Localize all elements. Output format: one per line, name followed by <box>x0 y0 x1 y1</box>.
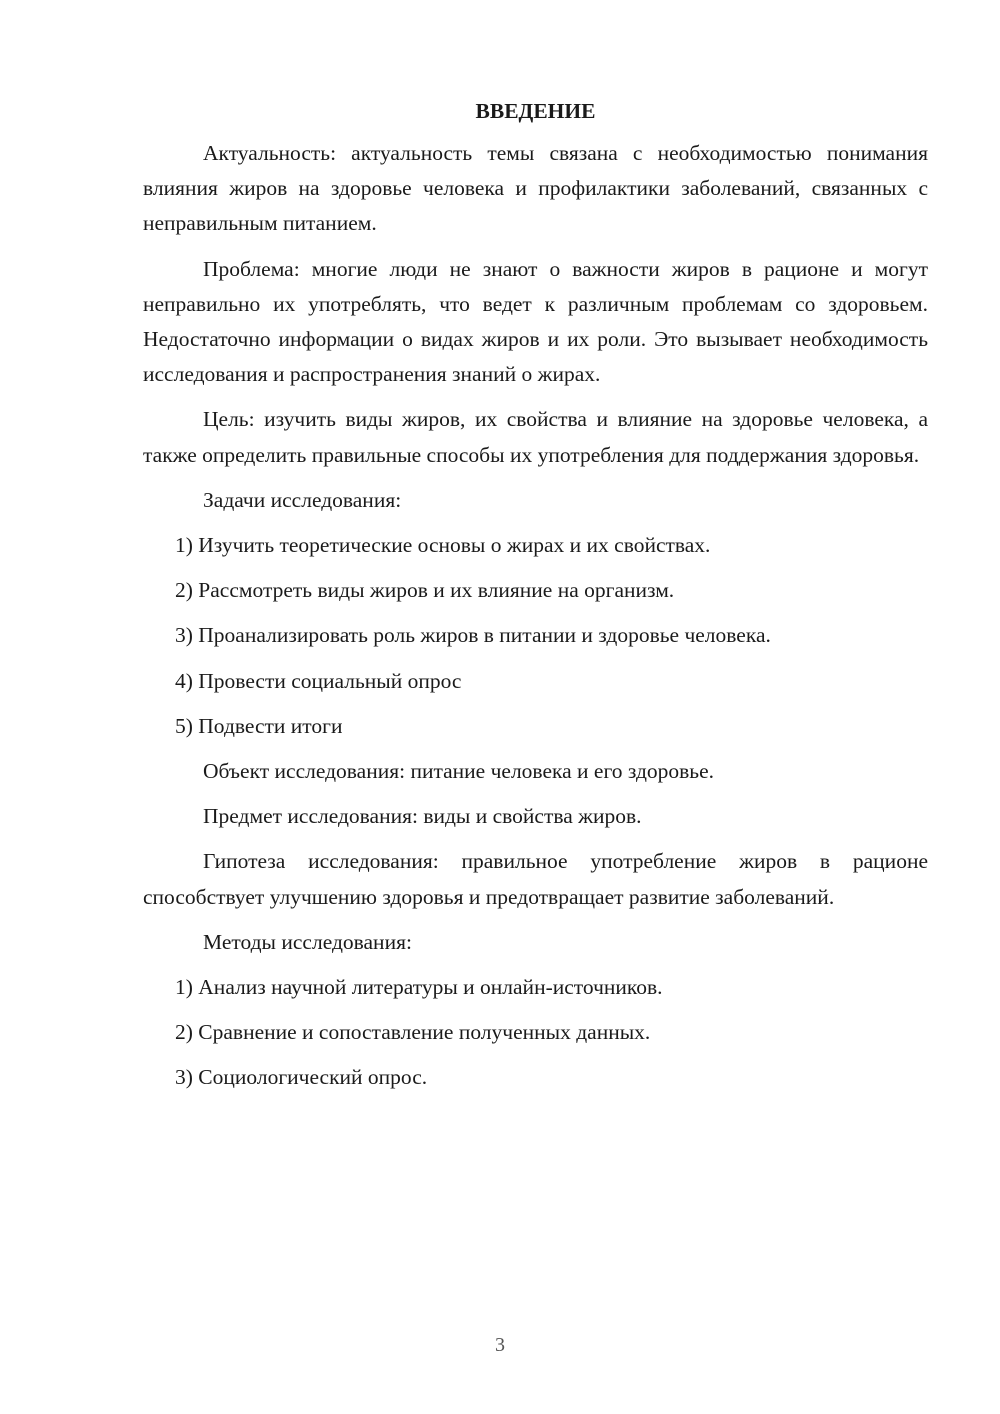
task-item: 4) Провести социальный опрос <box>175 668 462 693</box>
goal-paragraph: Цель: изучить виды жиров, их свойства и влияние на здоровье человека, а также определить правильные способы их употребления для поддержания здоровья. <box>143 407 928 467</box>
page-content <box>143 92 928 1106</box>
task-item: 5) Подвести итоги <box>175 713 343 738</box>
subject-paragraph: Предмет исследования: виды и свойства жиров. <box>203 804 642 829</box>
tasks-title: Задачи исследования: <box>203 487 402 512</box>
task-item: 3) Проанализировать роль жиров в питании и здоровье человека. <box>175 623 771 648</box>
task-item: 2) Рассмотреть виды жиров и их влияние на организм. <box>175 578 675 603</box>
page-number: 3 <box>495 1334 505 1356</box>
section-heading: ВВЕДЕНИЕ <box>475 99 596 123</box>
object-paragraph: Объект исследования: питание человека и его здоровье. <box>203 759 715 784</box>
method-item: 3) Социологический опрос. <box>175 1065 428 1090</box>
hypothesis-paragraph: Гипотеза исследования: правильное употребление жиров в рационе способствует улучшению здоровья и предотвращает развитие заболеваний. <box>143 849 928 909</box>
problem-paragraph: Проблема: многие люди не знают о важности жиров в рационе и могут неправильно их употреблять, что ведет к различным проблемам со здоровьем. Недостаточно информации о видах жиров и их роли. Это вызывает необходимость исследования и распространения знаний о жирах. <box>143 256 928 387</box>
method-item: 2) Сравнение и сопоставление полученных данных. <box>175 1020 651 1045</box>
relevance-paragraph: Актуальность: актуальность темы связана с необходимостью понимания влияния жиров на здоровье человека и профилактики заболеваний, связанных с неправильным питанием. <box>143 141 928 236</box>
task-item: 1) Изучить теоретические основы о жирах и их свойствах. <box>175 533 711 558</box>
method-item: 1) Анализ научной литературы и онлайн-источников. <box>175 975 663 1000</box>
methods-title: Методы исследования: <box>203 929 412 954</box>
